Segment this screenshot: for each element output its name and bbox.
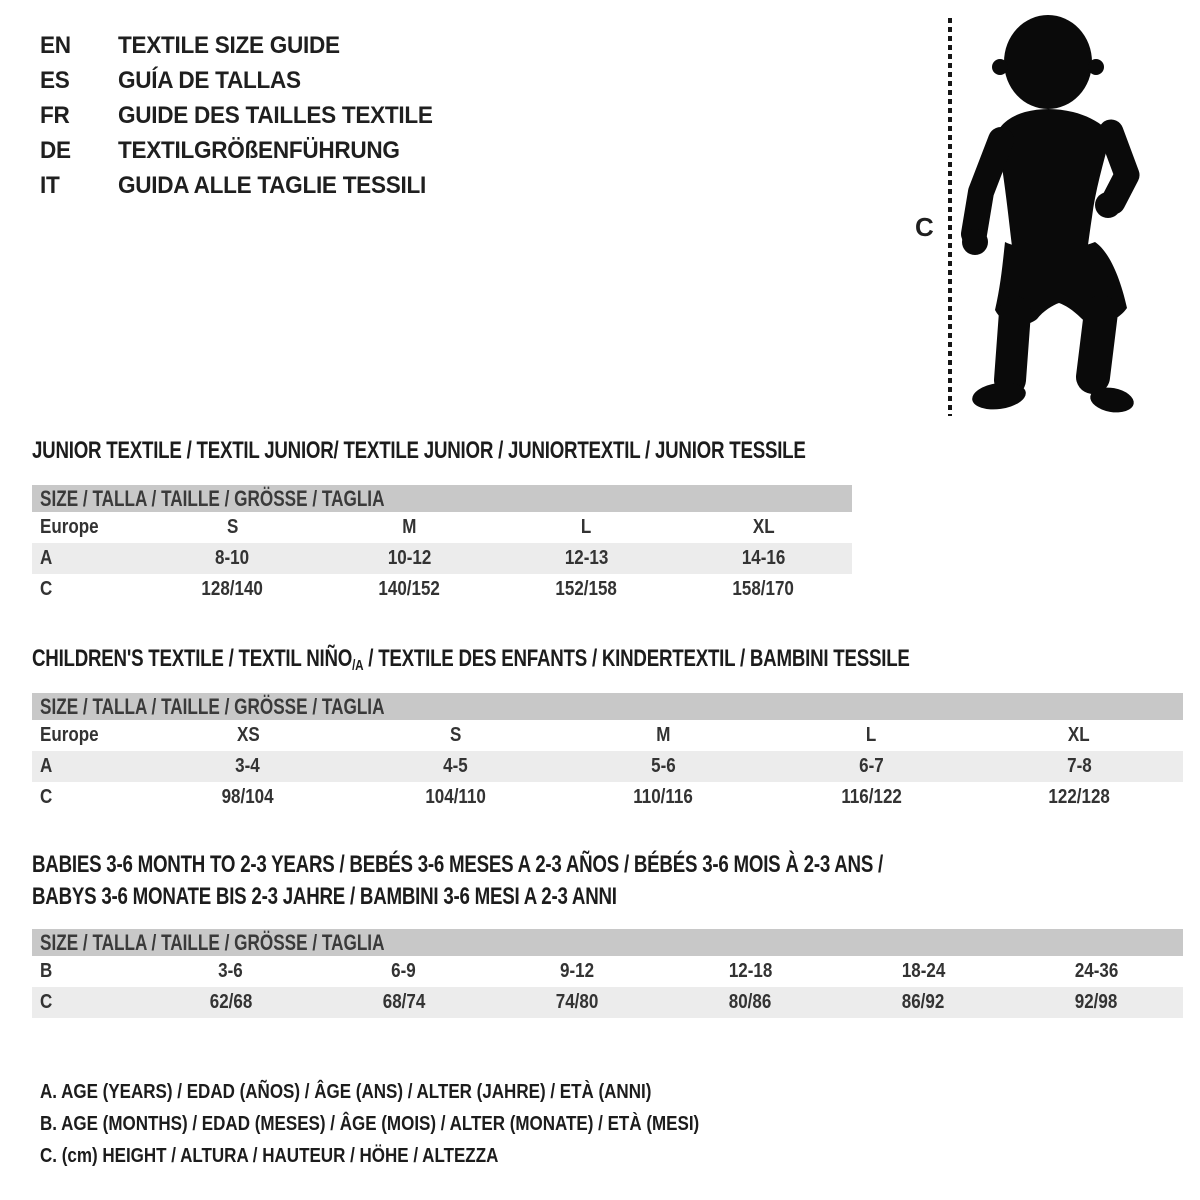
size-header-bar: SIZE / TALLA / TAILLE / GRÖSSE / TAGLIA (32, 485, 852, 512)
value-cell: 12-18 (728, 960, 772, 982)
row-label: C (40, 578, 53, 600)
language-code: EN (40, 31, 71, 59)
language-title-list (40, 28, 453, 203)
value-cell: 122/128 (1048, 786, 1110, 808)
silhouette-ear-right (1088, 59, 1104, 75)
value-cell: 6-9 (391, 960, 417, 982)
table-row-height (32, 987, 1183, 1018)
babies-table-title-line1: BABIES 3-6 MONTH TO 2-3 YEARS / BEBÉS 3-6 MESES A 2-3 AÑOS / BÉBÉS 3-6 MOIS À 2-3 ANS / (32, 851, 884, 878)
toddler-silhouette-image (955, 12, 1145, 417)
silhouette-hand-right (1095, 192, 1121, 218)
size-cell: L (866, 724, 877, 746)
value-cell: 14-16 (741, 547, 786, 569)
value-cell: 62/68 (209, 991, 252, 1013)
value-cell: 3-6 (218, 960, 243, 982)
value-cell: 80/86 (728, 991, 772, 1013)
legend-age-months: B. AGE (MONTHS) / EDAD (MESES) / ÂGE (MOIS) / ALTER (MONATE) / ETÀ (MESI) (40, 1112, 700, 1135)
value-cell: 158/170 (732, 578, 795, 600)
junior-textile-table (32, 437, 852, 605)
table-row-height (32, 782, 1183, 813)
table-row-age (32, 543, 852, 574)
size-cell: L (581, 516, 592, 538)
value-cell: 5-6 (651, 755, 676, 777)
row-label: A (40, 547, 53, 569)
language-code: FR (40, 101, 70, 129)
value-cell: 6-7 (858, 755, 884, 777)
value-cell: 116/122 (841, 786, 902, 808)
value-cell: 8-10 (215, 547, 250, 569)
value-cell: 110/116 (633, 786, 694, 808)
table-row-age (32, 751, 1183, 782)
row-label: Europe (40, 516, 99, 538)
silhouette-ear-left (992, 59, 1008, 75)
legend-age-years: A. AGE (YEARS) / EDAD (AÑOS) / ÂGE (ANS) / ALTER (JAHRE) / ETÀ (ANNI) (40, 1080, 652, 1103)
language-row-en (40, 28, 453, 63)
guide-title-fr: GUIDE DES TAILLES TEXTILE (118, 101, 433, 129)
junior-table-title: JUNIOR TEXTILE / TEXTIL JUNIOR/ TEXTILE JUNIOR / JUNIORTEXTIL / JUNIOR TESSILE (32, 437, 806, 464)
table-row-europe (32, 720, 1183, 751)
language-code: IT (40, 171, 60, 199)
value-cell: 152/158 (555, 578, 618, 600)
babies-table-title-line2: BABYS 3-6 MONATE BIS 2-3 JAHRE / BAMBINI 3-6 MESI A 2-3 ANNI (32, 883, 617, 910)
size-cell: M (402, 516, 417, 538)
language-code: ES (40, 66, 70, 94)
row-label: C (40, 991, 53, 1013)
guide-title-es: GUÍA DE TALLAS (118, 66, 301, 94)
value-cell: 86/92 (901, 991, 945, 1013)
language-code: DE (40, 136, 71, 164)
table-row-months (32, 956, 1183, 987)
size-header-bar: SIZE / TALLA / TAILLE / GRÖSSE / TAGLIA (32, 929, 1183, 956)
size-cell: S (450, 724, 462, 746)
guide-title-it: GUIDA ALLE TAGLIE TESSILI (118, 171, 426, 199)
row-label: A (40, 755, 53, 777)
value-cell: 98/104 (221, 786, 274, 808)
value-cell: 3-4 (235, 755, 261, 777)
silhouette-hand-left (962, 229, 988, 255)
size-cell: M (656, 724, 671, 746)
measurement-legend (40, 1076, 816, 1172)
size-cell: XL (1068, 724, 1090, 746)
language-row-es (40, 63, 453, 98)
size-cell: XS (236, 724, 260, 746)
value-cell: 128/140 (201, 578, 264, 600)
size-cell: S (226, 516, 239, 538)
children-textile-table (32, 645, 1183, 813)
value-cell: 12-13 (564, 547, 609, 569)
value-cell: 10-12 (387, 547, 432, 569)
size-cell: XL (752, 516, 775, 538)
value-cell: 104/110 (425, 786, 486, 808)
language-row-fr (40, 98, 453, 133)
value-cell: 68/74 (382, 991, 426, 1013)
value-cell: 74/80 (555, 991, 599, 1013)
table-row-height (32, 574, 852, 605)
silhouette-arm-right (1111, 132, 1127, 202)
value-cell: 92/98 (1075, 991, 1118, 1013)
value-cell: 140/152 (378, 578, 441, 600)
guide-title-en: TEXTILE SIZE GUIDE (118, 31, 340, 59)
language-row-de (40, 133, 453, 168)
size-header-bar: SIZE / TALLA / TAILLE / GRÖSSE / TAGLIA (32, 693, 1183, 720)
guide-title-de: TEXTILGRÖßENFÜHRUNG (118, 136, 400, 164)
height-measure-dashed-line (948, 18, 952, 416)
silhouette-arm-left (974, 140, 1001, 234)
silhouette-head (1004, 15, 1092, 109)
legend-height-cm: C. (cm) HEIGHT / ALTURA / HAUTEUR / HÖHE / ALTEZZA (40, 1144, 499, 1167)
title-subscript: /A (352, 657, 364, 674)
row-label: C (40, 786, 53, 808)
row-label: B (40, 960, 53, 982)
table-row-europe (32, 512, 852, 543)
silhouette-leg-left (1010, 312, 1015, 380)
silhouette-torso (995, 109, 1111, 252)
row-label: Europe (40, 724, 99, 746)
value-cell: 18-24 (901, 960, 946, 982)
value-cell: 4-5 (443, 755, 468, 777)
children-table-title: CHILDREN'S TEXTILE / TEXTIL $NIÑO_{/A}$ / TEXTILE DES ENFANTS / KINDERTEXTIL / BAMBINI TESSILE (32, 645, 910, 674)
babies-textile-table (32, 851, 1183, 1018)
silhouette-leg-right (1093, 312, 1101, 377)
value-cell: 24-36 (1074, 960, 1119, 982)
language-row-it (40, 168, 453, 203)
value-cell: 9-12 (559, 960, 594, 982)
height-measure-label: C (915, 212, 934, 242)
value-cell: 7-8 (1066, 755, 1092, 777)
